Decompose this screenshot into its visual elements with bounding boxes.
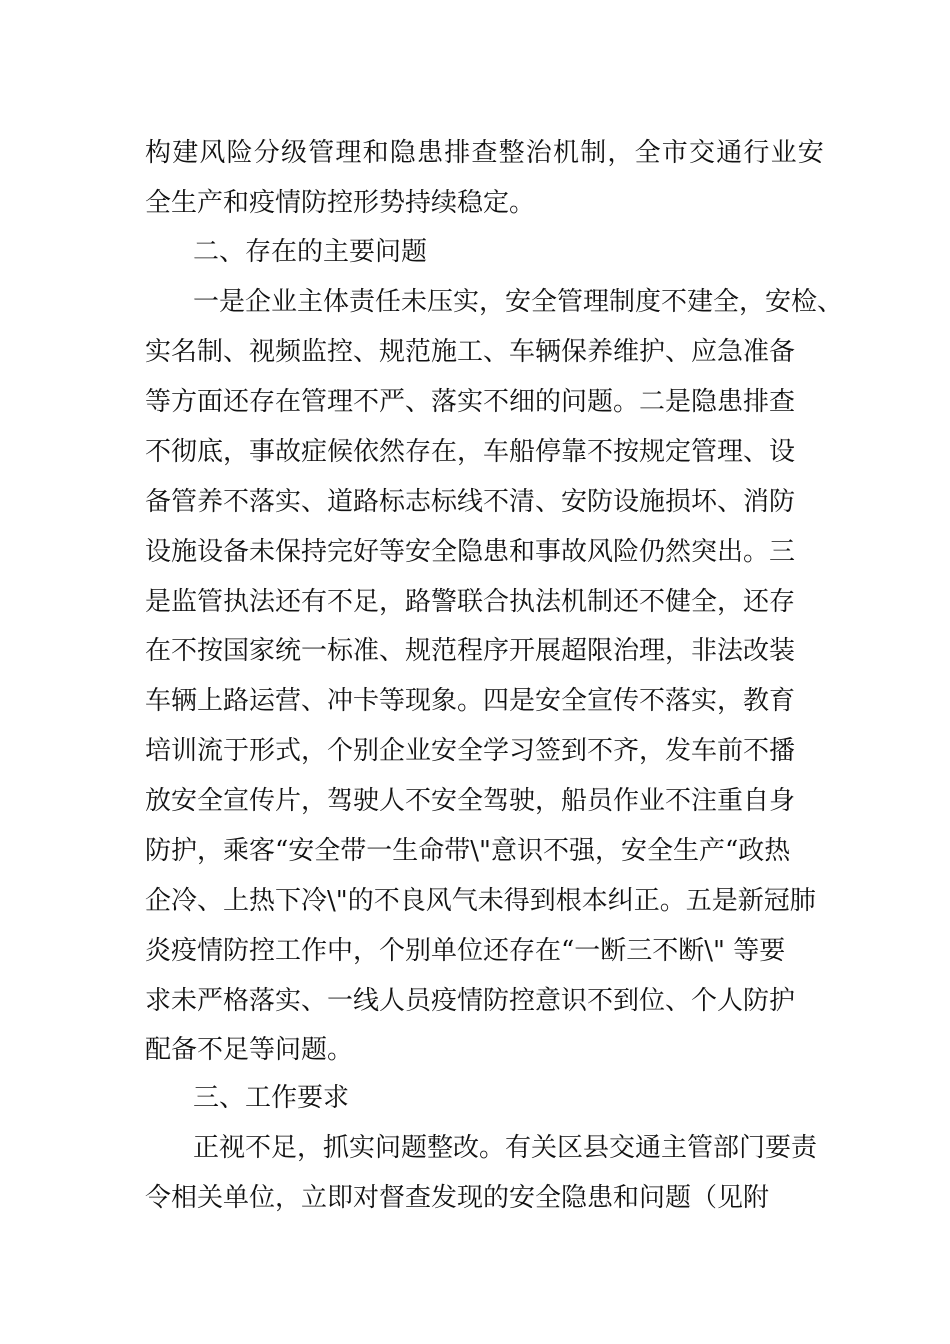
text-line: 是监管执法还有不足，路警联合执法机制还不健全，还存 [145,587,796,617]
section-heading: 二、存在的主要问题 [193,237,428,267]
text-line: 防护，乘客“安全带一生命带\"意识不强，安全生产“政热 [145,836,791,866]
text-line: 正视不足，抓实问题整改。有关区县交通主管部门要责 [193,1133,818,1163]
text-line: 实名制、视频监控、规范施工、车辆保养维护、应急准备 [145,337,796,367]
text-line: 设施设备未保持完好等安全隐患和事故风险仍然突出。三 [145,537,796,567]
text-line: 令相关单位，立即对督查发现的安全隐患和问题（见附 [145,1183,770,1213]
text-line: 等方面还存在管理不严、落实不细的问题。二是隐患排查 [145,387,796,417]
text-line: 构建风险分级管理和隐患排查整治机制，全市交通行业安 [145,138,826,168]
text-line: 一是企业主体责任未压实，安全管理制度不建全，安检、 [193,287,844,317]
text-line: 备管养不落实、道路标志标线不清、安防设施损坏、消防 [145,487,796,517]
text-line: 配备不足等问题。 [145,1035,354,1065]
text-line: 企冷、上热下冷\"的不良风气未得到根本纠正。五是新冠肺 [145,886,816,916]
section-heading: 三、工作要求 [193,1083,350,1113]
text-line: 放安全宣传片，驾驶人不安全驾驶，船员作业不注重自身 [145,786,796,816]
text-line: 培训流于形式，个别企业安全学习签到不齐，发车前不播 [145,736,796,766]
text-line: 车辆上路运营、冲卡等现象。四是安全宣传不落实，教育 [145,686,796,716]
text-line: 不彻底，事故症候依然存在，车船停靠不按规定管理、设 [145,437,796,467]
text-line: 全生产和疫情防控形势持续稳定。 [145,188,536,218]
text-line: 求未严格落实、一线人员疫情防控意识不到位、个人防护 [145,986,796,1016]
text-line: 炎疫情防控工作中，个别单位还存在“一断三不断\" 等要 [145,936,786,966]
text-line: 在不按国家统一标准、规范程序开展超限治理，非法改装 [145,636,796,666]
